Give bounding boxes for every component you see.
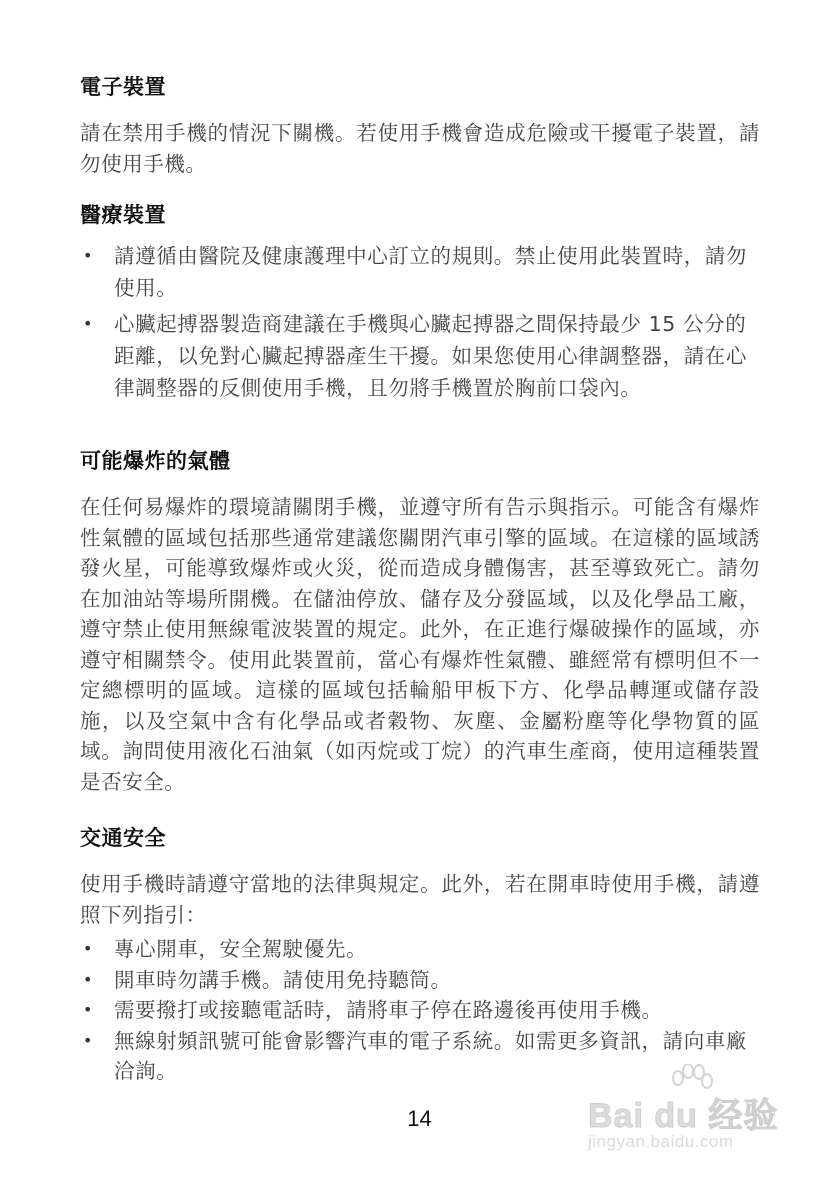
list-item-text: 需要撥打或接聽電話時，請將車子停在路邊後再使用手機。 [114,998,663,1022]
page-number: 14 [407,1106,432,1131]
baidu-watermark [588,1064,818,1164]
watermark-url: jingyan.baidu.com [588,1132,734,1151]
bullet-icon: • [83,939,94,958]
bullet-list [80,240,760,404]
section-explosive-atmospheres [80,446,760,797]
bullet-icon: • [83,314,94,333]
section-paragraph: 請在禁用手機的情況下關機。若使用手機會造成危險或干擾電子裝置，請勿使用手機。 [80,121,760,176]
section-heading: 電子裝置 [80,75,166,99]
bullet-icon: • [83,1000,94,1019]
section-medical-devices [80,200,760,404]
section-paragraph: 在任何易爆炸的環境請關閉手機，並遵守所有告示與指示。可能含有爆炸性氣體的區域包括那些通常建議您關閉汽車引擎的區域。在這樣的區域誘發火星，可能導致爆炸或火災，從而造成身體傷害，甚至導致死亡。請勿在加油站等場所開機。在儲油停放、儲存及分發區域，以及化學品工廠，遵守禁止使用無線電波裝置的規定。此外，在正進行爆破操作的區域，亦遵守相關禁令。使用此裝置前，當心有爆炸性氣體、雖經常有標明但不一定總標明的區域。這樣的區域包括輪船甲板下方、化學品轉運或儲存設施，以及空氣中含有化學品或者穀物、灰塵、金屬粉塵等化學物質的區域。詢問使用液化石油氣（如丙烷或丁烷）的汽車生產商，使用這種裝置是否安全。 [80,495,760,794]
list-item [80,934,760,965]
section-electronic-devices [80,72,760,179]
list-item [80,240,760,304]
list-item-text: 專心開車，安全駕駛優先。 [114,937,368,961]
list-item-text: 開車時勿講手機。請使用免持聽筒。 [114,967,452,992]
watermark-logo-text: Bai du 经验 [588,1097,779,1135]
bullet-icon: • [83,969,94,989]
section-heading: 可能爆炸的氣體 [80,449,231,473]
list-item-text: 請遵循由醫院及健康護理中心訂立的規則。禁止使用此裝置時，請勿使用。 [114,244,747,300]
list-item-text: 心臟起搏器製造商建議在手機與心臟起搏器之間保持最少 15 公分的距離，以免對心臟起搏器產生干擾。如果您使用心律調整器，請在心律調整器的反側使用手機，且勿將手機置於胸前口袋內。 [114,312,747,400]
bullet-icon: • [83,1030,94,1050]
section-paragraph: 使用手機時請遵守當地的法律與規定。此外，若在開車時使用手機，請遵照下列指引： [80,872,760,927]
list-item [80,995,760,1026]
section-traffic-safety [80,823,760,1087]
list-item-text: 無線射頻訊號可能會影響汽車的電子系統。如需更多資訊，請向車廠洽詢。 [114,1028,747,1083]
section-heading: 交通安全 [80,826,166,850]
list-item [80,308,760,404]
list-item [80,965,760,996]
section-heading: 醫療裝置 [80,203,166,227]
bullet-icon: • [83,246,94,265]
